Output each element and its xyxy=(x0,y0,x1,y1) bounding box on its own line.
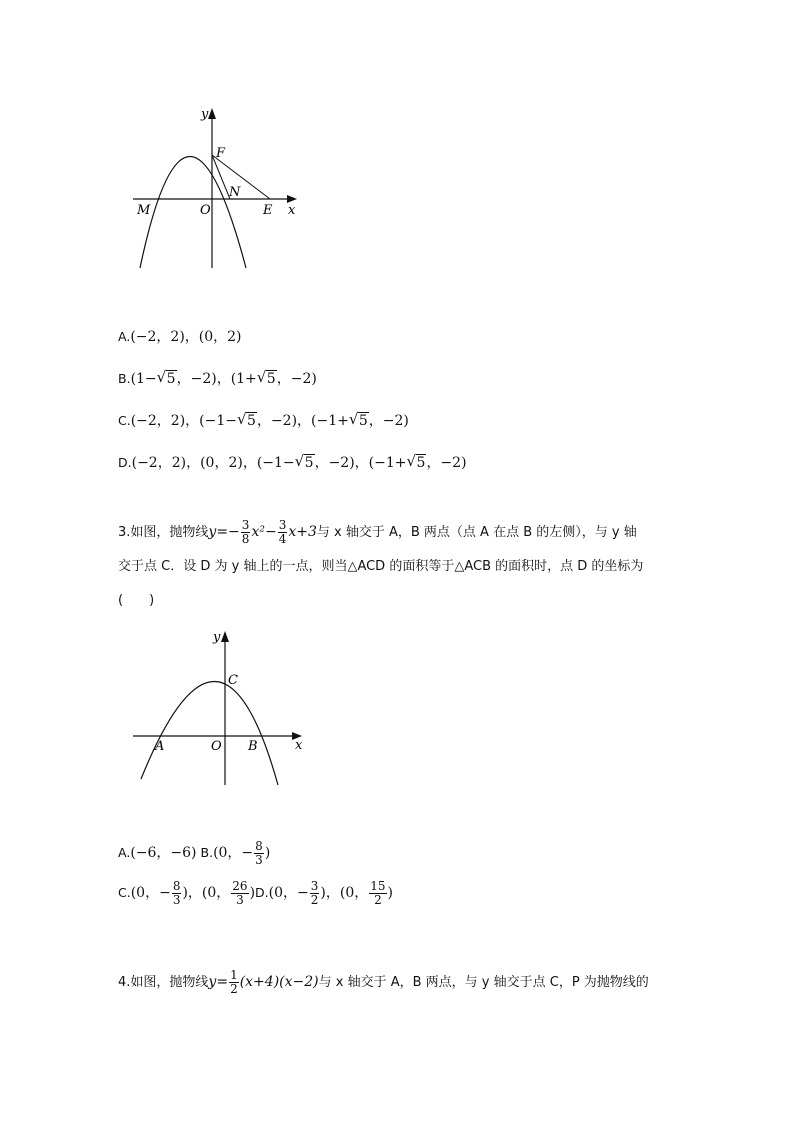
label-x: x xyxy=(288,203,296,218)
label-x: x xyxy=(295,738,303,753)
question-4-line-1: 4.如图，抛物线y= $\frac{1}{2}$ (x+4)(x−2)与 x 轴交于 A，B 两点，与 y 轴交于点 C，P 为抛物线的 xyxy=(118,967,649,996)
q3-option-c: C.(0，− $\frac{8}{3}$ )，(0， $\frac{26}{3}$ ) xyxy=(118,879,256,907)
q2-option-d: D.(−2，2)，(0，2)，(−1−√ 5，−2)，(−1+√ 5，−2) xyxy=(118,452,467,472)
label-a: A xyxy=(155,739,165,754)
q3-options-row-2 xyxy=(118,880,393,906)
q3-option-a: A.(−6，−6) xyxy=(118,845,197,862)
label-y: y xyxy=(201,107,209,122)
q3-options-row-1 xyxy=(118,840,270,866)
figure-parabola-mnef xyxy=(125,102,325,277)
label-o: O xyxy=(211,739,222,754)
question-3-line-2: 交于点 C．设 D 为 y 轴上的一点，则当△ACD 的面积等于△ACB 的面积时，点 D 的坐标为 xyxy=(118,559,644,574)
label-b: B xyxy=(248,739,258,754)
label-e: E xyxy=(263,203,273,218)
q2-option-a: A.(−2，2)，(0，2) xyxy=(118,329,242,345)
question-3 xyxy=(118,515,678,618)
label-c: C xyxy=(228,673,238,688)
label-n: N xyxy=(229,185,241,200)
question-4 xyxy=(118,965,678,1000)
figure-parabola-abc xyxy=(128,625,313,790)
question-3-line-1: 3.如图，抛物线y=− $\frac{3}{8}$ x²− $\frac{3}{4}$ x+3与 x 轴交于 A，B 两点（点 A 在点 B 的左侧），与 y 轴 xyxy=(118,517,637,546)
label-o: O xyxy=(200,203,211,218)
question-3-line-3: ( ) xyxy=(118,593,155,608)
q2-option-c: C.(−2，2)，(−1−√ 5，−2)，(−1+√ 5，−2) xyxy=(118,410,409,430)
q3-option-b: B.(0，− $\frac{8}{3}$ ) xyxy=(200,839,271,867)
label-m: M xyxy=(137,203,151,218)
label-y: y xyxy=(213,630,221,645)
q2-option-b: B.(1−√ 5，−2)，(1+√ 5，−2) xyxy=(118,368,317,388)
q3-option-d: D.(0，− $\frac{3}{2}$ )，(0， $\frac{15}{2}$ ) xyxy=(255,879,393,907)
label-f: F xyxy=(216,146,226,161)
